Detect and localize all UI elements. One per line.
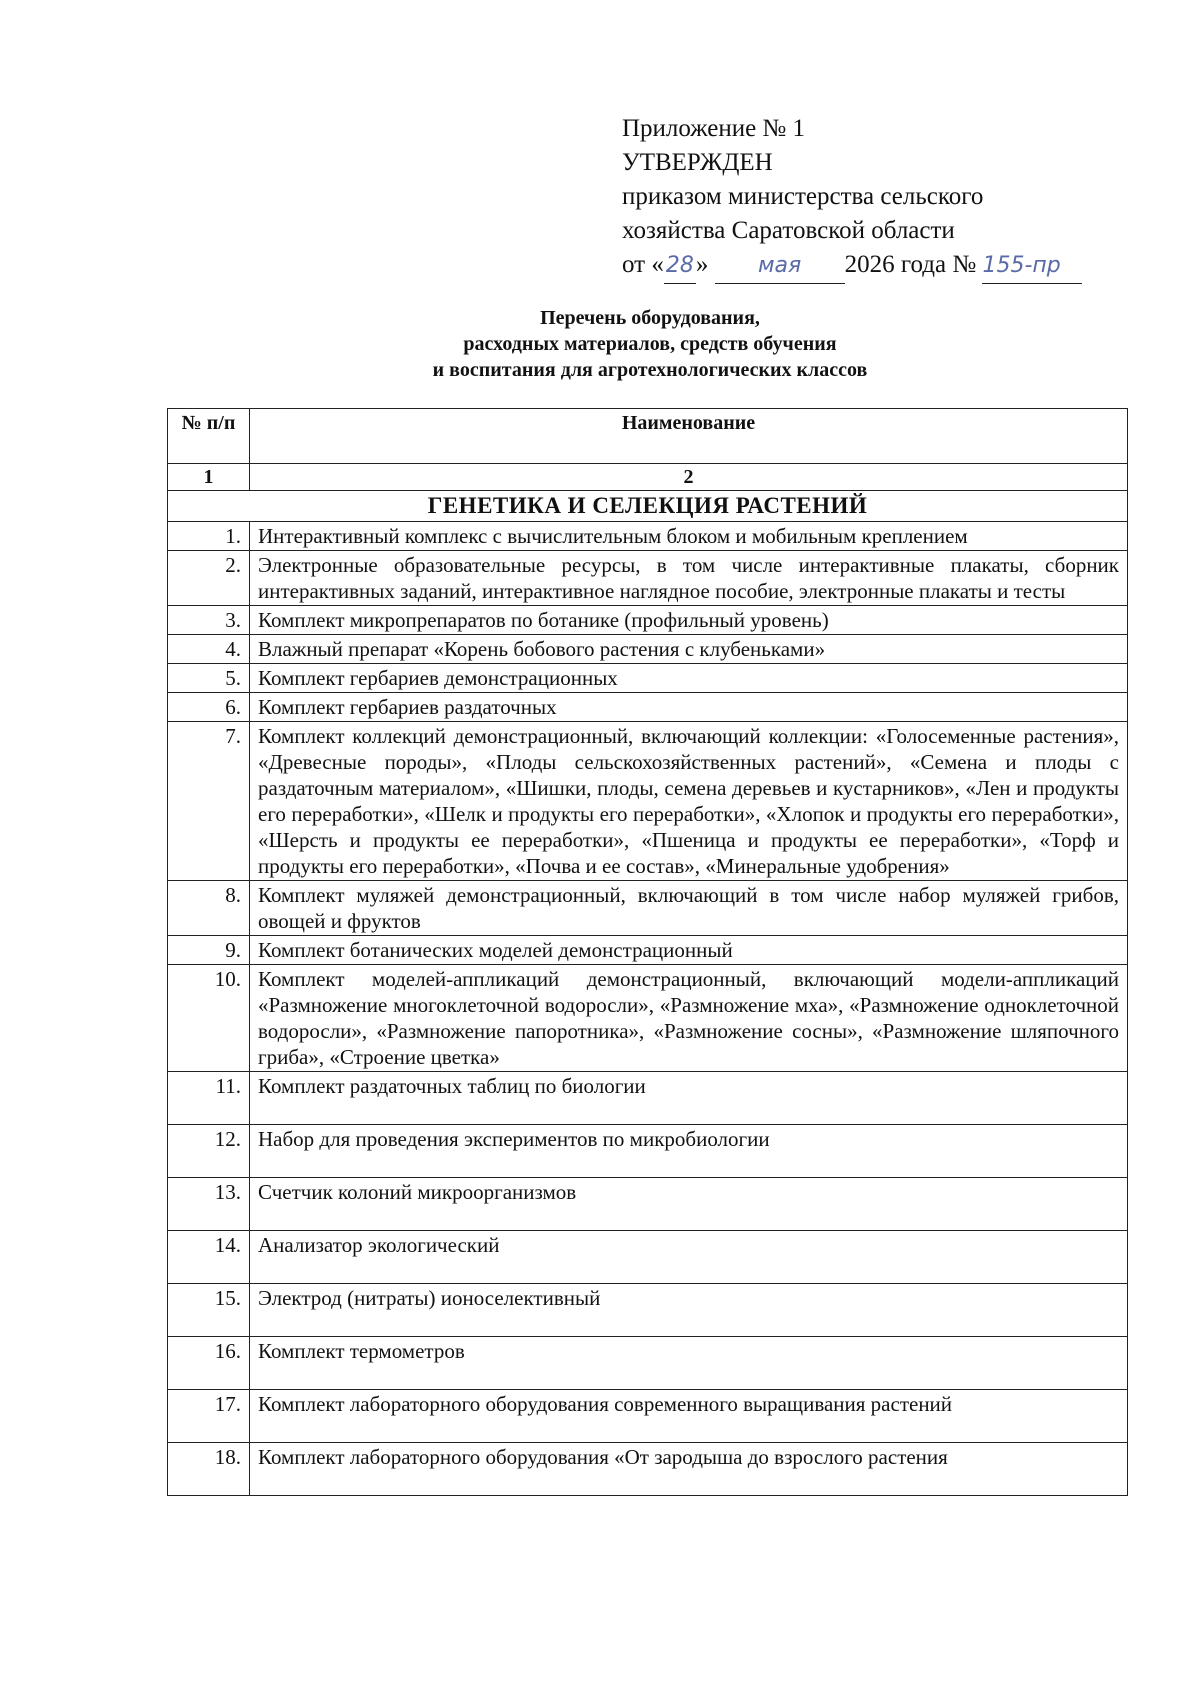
row-number: 13. xyxy=(168,1178,250,1231)
approval-line-2: хозяйства Саратовской области xyxy=(622,217,955,244)
table-row xyxy=(168,1390,1128,1443)
row-name: Счетчик колоний микроорганизмов xyxy=(250,1178,1128,1231)
table-header-row xyxy=(168,409,1128,464)
row-name: Электрод (нитраты) ионоселективный xyxy=(250,1284,1128,1337)
appendix-label: Приложение № 1 xyxy=(622,115,806,142)
header-number: № п/п xyxy=(168,409,250,464)
section-row xyxy=(168,491,1128,522)
row-name: Интерактивный комплекс с вычислительным блоком и мобильным креплением xyxy=(250,522,1128,551)
row-number: 8. xyxy=(168,881,250,936)
column-number-row xyxy=(168,464,1128,491)
date-mid: » xyxy=(695,251,709,278)
row-number: 18. xyxy=(168,1443,250,1496)
row-number: 4. xyxy=(168,635,250,664)
row-number: 17. xyxy=(168,1390,250,1443)
row-number: 15. xyxy=(168,1284,250,1337)
row-number: 16. xyxy=(168,1337,250,1390)
table-row xyxy=(168,881,1128,936)
table-row xyxy=(168,664,1128,693)
document-title xyxy=(0,305,1200,383)
table-row xyxy=(168,722,1128,881)
table-row xyxy=(168,635,1128,664)
row-number: 5. xyxy=(168,664,250,693)
row-name: Комплект ботанических моделей демонстрационный xyxy=(250,936,1128,965)
year-text: 2026 года № xyxy=(844,251,977,278)
row-name: Комплект гербариев раздаточных xyxy=(250,693,1128,722)
handwritten-month: мая xyxy=(715,249,845,284)
table-row xyxy=(168,936,1128,965)
row-name: Влажный препарат «Корень бобового растения с клубеньками» xyxy=(250,635,1128,664)
row-number: 7. xyxy=(168,722,250,881)
row-number: 1. xyxy=(168,522,250,551)
table-row xyxy=(168,1072,1128,1125)
header-name: Наименование xyxy=(250,409,1128,464)
row-name: Комплект муляжей демонстрационный, включающий в том числе набор муляжей грибов, овощей и фруктов xyxy=(250,881,1128,936)
table-row xyxy=(168,1125,1128,1178)
table-row xyxy=(168,1443,1128,1496)
row-name: Комплект лабораторного оборудования современного выращивания растений xyxy=(250,1390,1128,1443)
row-name: Анализатор экологический xyxy=(250,1231,1128,1284)
table-row xyxy=(168,1284,1128,1337)
row-name: Электронные образовательные ресурсы, в том числе интерактивные плакаты, сборник интерактивных заданий, интерактивное наглядное пособие, электронные плакаты и тесты xyxy=(250,551,1128,606)
row-name: Комплект лабораторного оборудования «От зародыша до взрослого растения xyxy=(250,1443,1128,1496)
title-line-3: и воспитания для агротехнологических классов xyxy=(432,359,868,381)
row-number: 3. xyxy=(168,606,250,635)
row-number: 14. xyxy=(168,1231,250,1284)
row-name: Комплект микропрепаратов по ботанике (профильный уровень) xyxy=(250,606,1128,635)
row-number: 12. xyxy=(168,1125,250,1178)
table-row xyxy=(168,522,1128,551)
handwritten-day: 28 xyxy=(664,249,696,284)
column-number-2: 2 xyxy=(250,464,1128,491)
column-number-1: 1 xyxy=(168,464,250,491)
row-number: 2. xyxy=(168,551,250,606)
row-number: 6. xyxy=(168,693,250,722)
table-row xyxy=(168,693,1128,722)
equipment-table xyxy=(167,408,1128,1496)
row-name: Комплект гербариев демонстрационных xyxy=(250,664,1128,693)
row-name: Комплект моделей-аппликаций демонстрационный, включающий модели-аппликаций «Размножение многоклеточной водоросли», «Размножение мха», «Размножение одноклеточной водоросли», «Размножение папоротника», «Размножение сосны», «Размножение шляпочного гриба», «Строение цветка» xyxy=(250,965,1128,1072)
title-line-1: Перечень оборудования, xyxy=(540,307,760,329)
table-row xyxy=(168,551,1128,606)
handwritten-order-number: 155-пр xyxy=(982,249,1082,284)
row-number: 11. xyxy=(168,1072,250,1125)
date-prefix: от « xyxy=(622,251,664,278)
section-title: ГЕНЕТИКА И СЕЛЕКЦИЯ РАСТЕНИЙ xyxy=(168,491,1128,522)
table-row xyxy=(168,606,1128,635)
title-line-2: расходных материалов, средств обучения xyxy=(463,333,837,355)
table-row xyxy=(168,1231,1128,1284)
approval-date-line xyxy=(622,248,1182,284)
approved-label: УТВЕРЖДЕН xyxy=(622,149,773,176)
approval-line-1: приказом министерства сельского xyxy=(622,183,984,210)
approval-block xyxy=(622,112,1182,284)
table-row xyxy=(168,965,1128,1072)
row-name: Комплект раздаточных таблиц по биологии xyxy=(250,1072,1128,1125)
row-name: Набор для проведения экспериментов по микробиологии xyxy=(250,1125,1128,1178)
row-number: 9. xyxy=(168,936,250,965)
row-name: Комплект термометров xyxy=(250,1337,1128,1390)
table-row xyxy=(168,1178,1128,1231)
row-name: Комплект коллекций демонстрационный, включающий коллекции: «Голосеменные растения», «Древесные породы», «Плоды сельскохозяйственных растений», «Семена и плоды с раздаточным материалом», «Шишки, плоды, семена деревьев и кустарников», «Лен и продукты его переработки», «Шелк и продукты его переработки», «Хлопок и продукты его переработки», «Шерсть и продукты ее переработки», «Пшеница и продукты ее переработки», «Торф и продукты его переработки», «Почва и ее состав», «Минеральные удобрения» xyxy=(250,722,1128,881)
row-number: 10. xyxy=(168,965,250,1072)
table-row xyxy=(168,1337,1128,1390)
